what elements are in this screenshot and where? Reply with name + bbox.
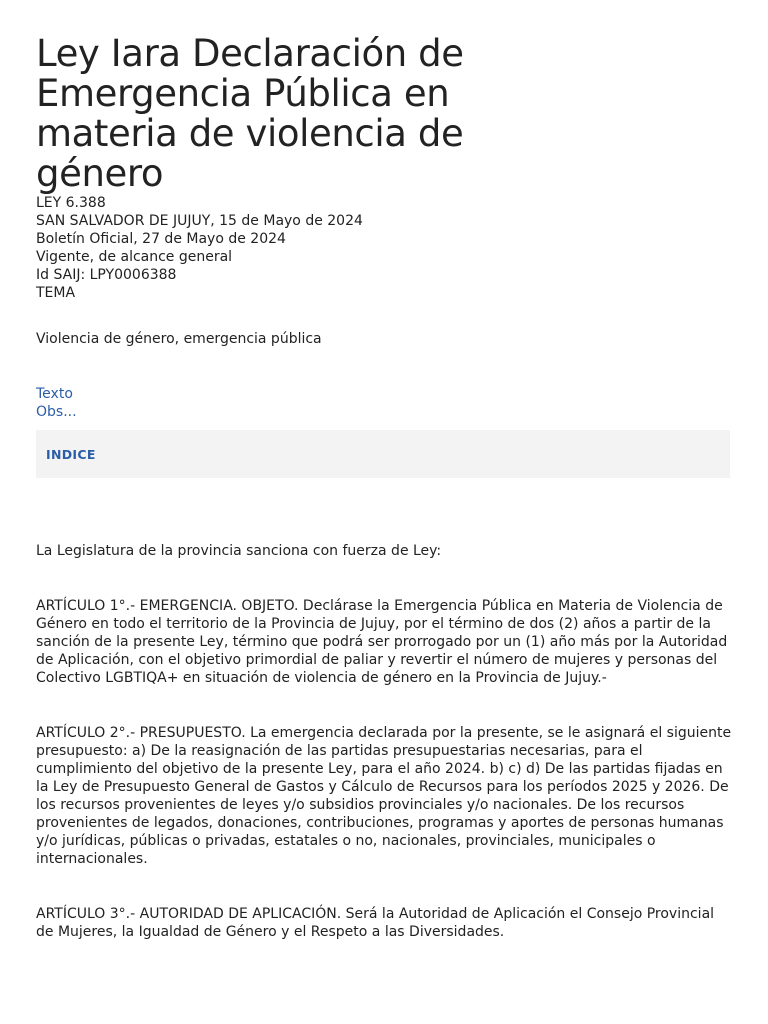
page-title: Ley Iara Declaración de Emergencia Pública en materia de violencia de género — [36, 32, 464, 195]
index-panel[interactable] — [36, 430, 730, 478]
obs-link[interactable]: Obs... — [36, 404, 77, 420]
enacting-clause-text: La Legislatura de la provincia sanciona con fuerza de Ley: — [36, 543, 442, 559]
tema-value: Violencia de género, emergencia pública — [36, 331, 322, 347]
law-place-date: SAN SALVADOR DE JUJUY, 15 de Mayo de 2024 — [36, 213, 363, 229]
article-2-text: ARTÍCULO 2°.- PRESUPUESTO. La emergencia declarada por la presente, se le asignará el siguiente presupuesto: a) De la reasignación de las partidas presupuestarias necesarias, para el cumplimiento del objetivo de la presente Ley, para el año 2024. b) c) d) De las partidas fijadas en la Ley de Presupuesto General de Gastos y Cálculo de Recursos para los períodos 2025 y 2026. De los recursos provenientes de leyes y/o subsidios provinciales y/o nacionales. De los recursos provenientes de legados, donaciones, contribuciones, programas y aportes de personas humanas y/o jurídicas, públicas o privadas, estatales o no, nacionales, provinciales, municipales o internacionales. — [36, 725, 732, 867]
law-metadata — [36, 194, 732, 302]
article-1-text: ARTÍCULO 1°.- EMERGENCIA. OBJETO. Declárase la Emergencia Pública en Materia de Violencia de Género en todo el territorio de la Provincia de Jujuy, por el término de dos (2) años a partir de la sanción de la presente Ley, término que podrá ser prorrogado por un (1) año más por la Autoridad de Aplicación, con el objetivo primordial de paliar y revertir el número de mujeres y personas del Colectivo LGBTIQA+ en situación de violencia de género en la Provincia de Jujuy.- — [36, 598, 728, 686]
article-2 — [36, 724, 732, 868]
law-number: LEY 6.388 — [36, 195, 106, 211]
article-3-text: ARTÍCULO 3°.- AUTORIDAD DE APLICACIÓN. Será la Autoridad de Aplicación el Consejo Provincial de Mujeres, la Igualdad de Género y el Respeto a las Diversidades. — [36, 906, 715, 940]
article-1 — [36, 597, 732, 687]
texto-link[interactable]: Texto — [36, 386, 73, 402]
official-bulletin: Boletín Oficial, 27 de Mayo de 2024 — [36, 231, 286, 247]
tema-label: TEMA — [36, 285, 76, 301]
document-links — [36, 385, 732, 421]
index-label[interactable]: INDICE — [46, 447, 96, 462]
saij-id: Id SAIJ: LPY0006388 — [36, 267, 177, 283]
article-3 — [36, 905, 732, 941]
document-page — [36, 34, 732, 941]
enacting-clause — [36, 542, 732, 560]
validity-status: Vigente, de alcance general — [36, 249, 233, 265]
